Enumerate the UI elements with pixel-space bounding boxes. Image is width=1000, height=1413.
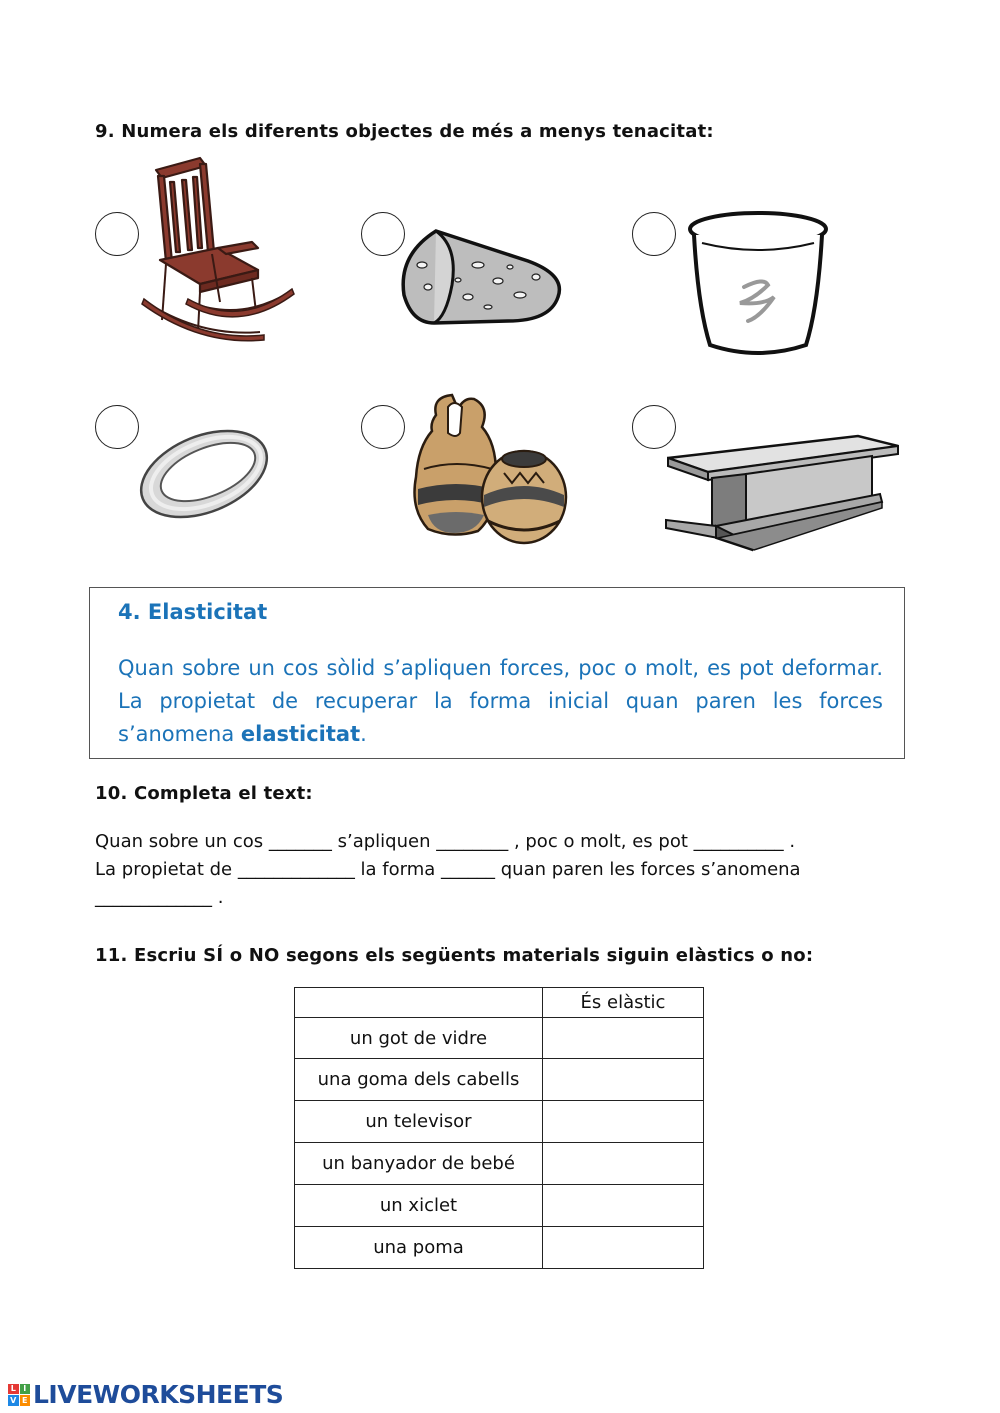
fill-in-line-1[interactable]: Quan sobre un cos _______ s’apliquen ________ , poc o molt, es pot __________ . (95, 831, 796, 852)
fill-in-line-2[interactable]: La propietat de _____________ la forma ______ quan paren les forces s’anomena (95, 859, 801, 880)
elasticity-text-end: . (360, 722, 367, 746)
logo-letter: E (20, 1395, 31, 1406)
logo-text: LIVEWORKSHEETS (33, 1380, 284, 1409)
ring-image (132, 420, 276, 525)
answer-cell[interactable] (543, 1185, 704, 1227)
question-10-title: 10. Completa el text: (95, 783, 313, 804)
answer-cell[interactable] (543, 1059, 704, 1101)
material-cell: un banyador de bebé (295, 1143, 543, 1185)
pottery-image (412, 393, 568, 549)
logo-letter: I (20, 1384, 31, 1395)
stone-image (398, 225, 566, 327)
logo-letter: V (8, 1395, 19, 1406)
steel-beam-image (662, 432, 902, 552)
elasticity-box-text (118, 652, 883, 751)
logo-letter: L (8, 1384, 19, 1395)
answer-cell[interactable] (543, 1101, 704, 1143)
elasticity-box-title: 4. Elasticitat (118, 600, 268, 624)
material-cell: una goma dels cabells (295, 1059, 543, 1101)
material-cell: un televisor (295, 1101, 543, 1143)
answer-circle-pottery[interactable] (361, 405, 405, 449)
answer-circle-bucket[interactable] (632, 212, 676, 256)
fill-in-line-3[interactable]: _____________ . (95, 887, 224, 908)
question-11-title: 11. Escriu SÍ o NO segons els següents materials siguin elàstics o no: (95, 945, 814, 966)
question-9-title: 9. Numera els diferents objectes de més a menys tenacitat: (95, 121, 714, 142)
elasticity-table (294, 987, 704, 1269)
material-cell: una poma (295, 1227, 543, 1269)
table-header-elastic: És elàstic (543, 988, 704, 1018)
answer-cell[interactable] (543, 1018, 704, 1059)
material-cell: un got de vidre (295, 1018, 543, 1059)
elasticity-text-main: Quan sobre un cos sòlid s’apliquen forces, poc o molt, es pot deformar. La propietat de recuperar la forma inicial quan paren les forces s’anomena (118, 656, 883, 746)
answer-circle-chair[interactable] (95, 212, 139, 256)
table-row (295, 1059, 704, 1101)
table-header-row (295, 988, 704, 1018)
table-row (295, 1018, 704, 1059)
elasticity-keyword: elasticitat (240, 722, 361, 746)
answer-cell[interactable] (543, 1227, 704, 1269)
table-row (295, 1101, 704, 1143)
rocking-chair-image (140, 152, 300, 344)
table-row (295, 1143, 704, 1185)
liveworksheets-logo[interactable] (8, 1380, 283, 1409)
table-row (295, 1227, 704, 1269)
logo-mark-icon (8, 1384, 30, 1406)
material-cell: un xiclet (295, 1185, 543, 1227)
table-row (295, 1185, 704, 1227)
bucket-image (684, 207, 832, 357)
answer-cell[interactable] (543, 1143, 704, 1185)
table-header-material (295, 988, 543, 1018)
